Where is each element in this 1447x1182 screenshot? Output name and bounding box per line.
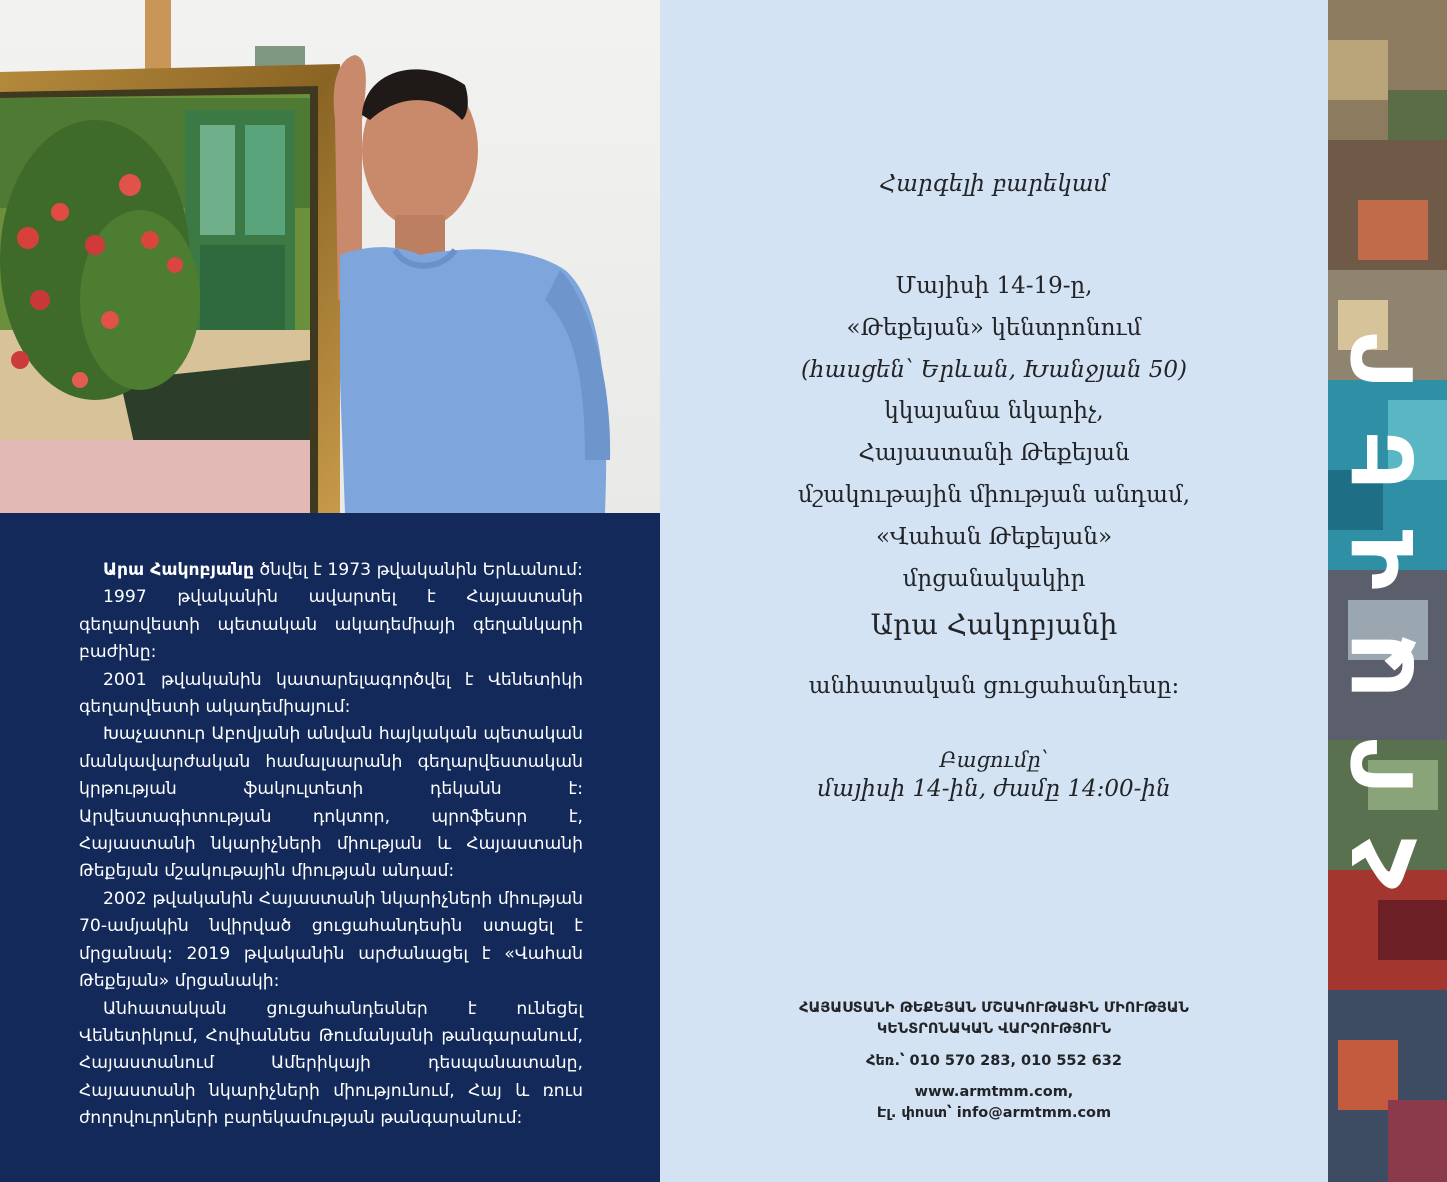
organizer-footer xyxy=(660,998,1328,1124)
announcement-line: կկայանա նկարիչ, xyxy=(884,398,1104,425)
opening-info xyxy=(660,748,1328,802)
bio-paragraph-6: Անհատական ցուցահանդեսներ է ունեցել Վենետիկում, Հովհաննես Թումանյանի թանգարանում, Հայաստանում Ամերիկայի դեսպանատանը, Հայաստանի նկարիչների միությունում, Հայ և ռուս ժողովուրդների բարեկամության թանգարանում: xyxy=(79,998,583,1129)
bio-paragraph-2: 1997 թվականին ավարտել է Հայաստանի գեղարվեստի պետական ակադեմիայի գեղանկարի բաժինը: xyxy=(79,587,583,663)
bio-paragraph-5: 2002 թվականին Հայաստանի նկարիչների միության 70-ամյակին նվիրված ցուցահանդեսին ստացել է մրցանակ: 2019 թվականին արժանացել է «Վահան Թեքեյան» մրցանակի: xyxy=(79,888,583,992)
exhibition-title: անհատական ցուցահանդեսը: xyxy=(808,673,1180,699)
email-link[interactable]: Էլ. փոստ՝ info@armtmm.com xyxy=(876,1105,1112,1121)
announcement-line: «Վահան Թեքեյան» xyxy=(875,523,1113,550)
address-line: (հասցեն՝ Երևան, Խանջյան 50) xyxy=(800,356,1187,383)
painting-strip xyxy=(1328,0,1447,1182)
announcement-line: մրցանակակիր xyxy=(902,565,1086,592)
organization-line-1: ՀԱՅԱՍՏԱՆԻ ԹԵՔԵՅԱՆ ՄՇԱԿՈՒԹԱՅԻՆ ՄԻՈՒԹՅԱՆ xyxy=(799,1000,1189,1016)
invitation-panel xyxy=(660,0,1328,1182)
announcement-line: «Թեքեյան» կենտրոնում xyxy=(846,314,1142,341)
website-link[interactable]: www.armtmm.com, xyxy=(914,1084,1074,1100)
bio-birth-text: ծնվել է 1973 թվականին Երևանում: xyxy=(254,560,583,580)
announcement-line: Մայիսի 14-19-ը, xyxy=(895,273,1093,299)
organization-name xyxy=(660,998,1328,1040)
announcement-line: Հայաստանի Թեքեյան xyxy=(858,440,1130,467)
bio-paragraph-1 xyxy=(79,557,583,584)
vertical-title: ՀՐԱՎԵՐ xyxy=(1334,292,1433,890)
announcement-line: մշակութային միության անդամ, xyxy=(797,481,1191,508)
painted-strip-art xyxy=(1328,0,1447,1182)
announcement xyxy=(660,266,1328,600)
greeting: Հարգելի բարեկամ xyxy=(879,171,1109,197)
left-column xyxy=(0,0,660,1182)
biography-text xyxy=(79,557,583,1133)
artist-name-bold: Արա Հակոբյանը xyxy=(103,560,255,580)
contact-web xyxy=(660,1082,1328,1124)
opening-date: մայիսի 14-ին, ժամը 14:00-ին xyxy=(817,776,1171,802)
organization-line-2: ԿԵՆՏՐՈՆԱԿԱՆ ՎԱՐՉՈՒԹՅՈՒՆ xyxy=(876,1021,1112,1037)
bio-paragraph-3: 2001 թվականին կատարելագործվել է Վենետիկի գեղարվեստի ակադեմիայում: xyxy=(79,669,583,718)
artist-portrait-image xyxy=(0,0,660,513)
artist-name: Արա Հակոբյանի xyxy=(870,608,1118,641)
opening-label: Բացումը՝ xyxy=(939,748,1049,772)
bio-paragraph-4: Խաչատուր Աբովյանի անվան հայկական պետական մանկավարժական համալսարանի գեղարվեստական կրթության ֆակուլտետի դեկանն է: Արվեստագիտության դոկտոր, պրոֆեսոր է, Հայաստանի նկարիչների միության և Հայաստանի Թեքեյան մշակութային միության անդամ: xyxy=(79,724,583,882)
phone-numbers: Հեռ.՝ 010 570 283, 010 552 632 xyxy=(866,1053,1122,1069)
biography-panel xyxy=(0,513,660,1182)
portrait-illustration xyxy=(0,0,660,513)
